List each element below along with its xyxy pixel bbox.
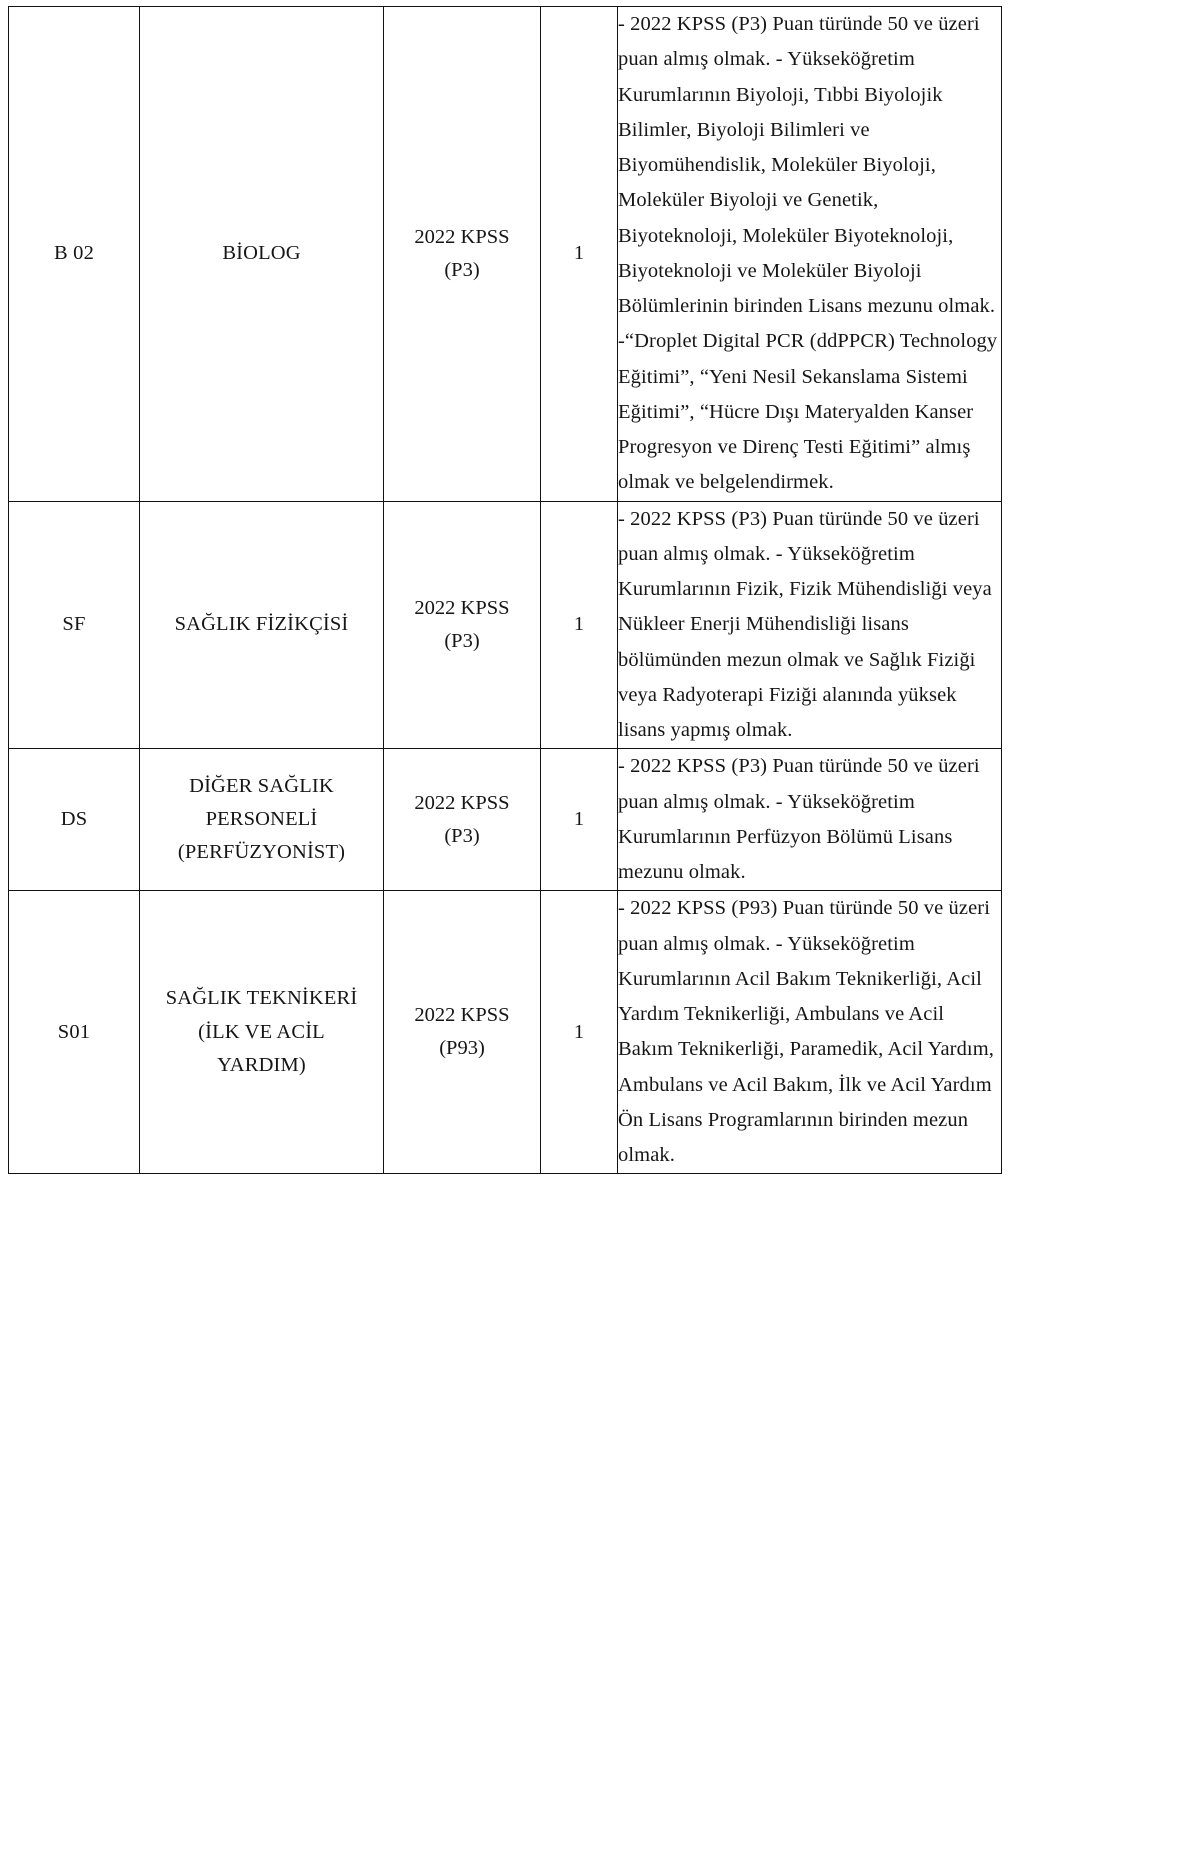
cell-count: 1 — [541, 749, 618, 891]
score-line: 2022 KPSS — [414, 225, 510, 248]
positions-table — [8, 6, 1002, 1174]
title-line: SAĞLIK FİZİKÇİSİ — [174, 613, 349, 636]
cell-code: SF — [9, 501, 140, 749]
cell-title — [140, 7, 384, 502]
cell-score-type — [384, 891, 541, 1174]
title-line: (İLK VE ACİL — [198, 1020, 325, 1043]
title-line: SAĞLIK TEKNİKERİ — [165, 987, 358, 1010]
cell-requirements — [618, 501, 1002, 749]
score-line: 2022 KPSS — [414, 791, 510, 814]
cell-count: 1 — [541, 7, 618, 502]
cell-requirements — [618, 7, 1002, 502]
cell-code: S01 — [9, 891, 140, 1174]
cell-score-type — [384, 749, 541, 891]
score-line: (P3) — [444, 629, 480, 652]
score-line: (P3) — [444, 824, 480, 847]
cell-code: DS — [9, 749, 140, 891]
cell-requirements — [618, 891, 1002, 1174]
score-line: (P93) — [439, 1037, 485, 1060]
cell-title — [140, 749, 384, 891]
table-row — [9, 501, 1002, 749]
title-line: YARDIM) — [217, 1053, 306, 1076]
table-row — [9, 7, 1002, 502]
title-line: BİOLOG — [222, 242, 301, 265]
score-line: 2022 KPSS — [414, 596, 510, 619]
cell-title — [140, 891, 384, 1174]
requirements-text: - 2022 KPSS (P3) Puan türünde 50 ve üzeri puan almış olmak. - Yükseköğretim Kurumlarının Perfüzyon Bölümü Lisans mezunu olmak. — [618, 755, 980, 883]
requirements-text: - 2022 KPSS (P93) Puan türünde 50 ve üzeri puan almış olmak. - Yükseköğretim Kurumlarının Acil Bakım Teknikerliği, Acil Yardım Teknikerliği, Ambulans ve Acil Bakım Teknikerliği, Paramedik, Acil Yardım, Ambulans ve Acil Bakım, İlk ve Acil Yardım Ön Lisans Programlarının birinden mezun olmak. — [618, 897, 995, 1166]
table-row — [9, 891, 1002, 1174]
cell-code: B 02 — [9, 7, 140, 502]
cell-count: 1 — [541, 501, 618, 749]
title-line: DİĞER SAĞLIK — [189, 774, 334, 797]
cell-requirements — [618, 749, 1002, 891]
requirements-text: - 2022 KPSS (P3) Puan türünde 50 ve üzeri puan almış olmak. - Yükseköğretim Kurumlarının Fizik, Fizik Mühendisliği veya Nükleer Enerji Mühendisliği lisans bölümünden mezun olmak ve Sağlık Fiziği veya Radyoterapi Fiziği alanında yüksek lisans yapmış olmak. — [618, 507, 992, 741]
score-line: (P3) — [444, 258, 480, 281]
table-body — [9, 7, 1002, 1174]
title-line: PERSONELİ — [205, 808, 318, 831]
score-line: 2022 KPSS — [414, 1004, 510, 1027]
cell-score-type — [384, 501, 541, 749]
cell-title — [140, 501, 384, 749]
cell-score-type — [384, 7, 541, 502]
requirements-text: - 2022 KPSS (P3) Puan türünde 50 ve üzeri puan almış olmak. - Yükseköğretim Kurumlarının Biyoloji, Tıbbi Biyolojik Bilimler, Biyoloji Bilimleri ve Biyomühendislik, Moleküler Biyoloji, Moleküler Biyoloji ve Genetik, Biyoteknoloji, Moleküler Biyoteknoloji, Biyoteknoloji ve Moleküler Biyoloji Bölümlerinin birinden Lisans mezunu olmak. -“Droplet Digital PCR (ddPPCR) Technology Eğitimi”, “Yeni Nesil Sekanslama Sistemi Eğitimi”, “Hücre Dışı Materyalden Kanser Progresyon ve Direnç Testi Eğitimi” almış olmak ve belgelendirmek. — [618, 13, 998, 494]
cell-count: 1 — [541, 891, 618, 1174]
table-row — [9, 749, 1002, 891]
title-line: (PERFÜZYONİST) — [177, 841, 346, 864]
